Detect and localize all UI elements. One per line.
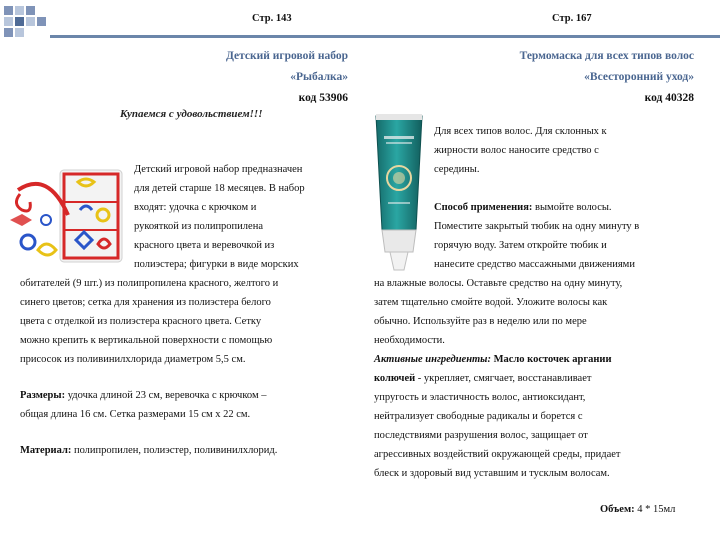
right-ingredients-line: нейтрализует свободные радикалы и борется с (374, 411, 583, 422)
corner-decoration (4, 6, 52, 46)
left-slogan: Купаемся с удовольствием!!! (120, 108, 263, 120)
fishing-set-image (8, 160, 132, 270)
left-sizes-line1 (20, 390, 266, 401)
right-intro-line: жирности волос наносите средство с (434, 145, 599, 156)
right-usage-line1 (434, 202, 612, 213)
material-text: полипропилен, полиэстер, поливинилхлорид. (71, 445, 278, 456)
left-sizes-line2: общая длина 16 см. Сетка размерами 15 см х 22 см. (20, 409, 251, 420)
hair-mask-tube-image (368, 110, 434, 278)
left-title-line1: Детский игровой набор (225, 50, 348, 62)
left-desc-line: Детский игровой набор предназначен (134, 164, 303, 175)
ingredients-rest: - укрепляет, смягчает, восстанавливает (415, 373, 592, 384)
volume-value: 4 * 15мл (634, 504, 676, 515)
right-intro-line: середины. (434, 164, 480, 175)
left-desc-line: синего цветов; сетка для хранения из полиэстера белого (20, 297, 271, 308)
left-product-code: код 53906 (298, 92, 348, 104)
right-ingredients-line: последствиями разрушения волос, защищает от (374, 430, 588, 441)
right-ingredients-line2 (374, 373, 591, 384)
left-desc-line: обитателей (9 шт.) из полипропилена красного, желтого и (20, 278, 279, 289)
right-title-line2: «Всесторонний уход» (584, 71, 694, 83)
left-desc-line: присосок из поливинилхлорида диаметром 5,5 см. (20, 354, 246, 365)
right-product-code: код 40328 (644, 92, 694, 104)
right-usage-line: Поместите закрытый тюбик на одну минуту в (434, 221, 640, 232)
right-usage-line: затем тщательно смойте водой. Уложите волосы как (374, 297, 608, 308)
right-usage-line: горячую воду. Затем откройте тюбик и (434, 240, 607, 251)
left-product-title (88, 46, 348, 109)
right-intro-line: Для всех типов волос. Для склонных к (434, 126, 607, 137)
left-desc-line: цвета с отделкой из полиэстера красного цвета. Сетку (20, 316, 262, 327)
left-page-number: Стр. 143 (252, 13, 292, 24)
ingredients-bold2: колючей (374, 373, 416, 384)
left-desc-line: рукояткой из полипропилена (134, 221, 263, 232)
left-material-line (20, 445, 277, 456)
left-desc-line: красного цвета и веревочкой из (134, 240, 275, 251)
sizes-label: Размеры: (20, 390, 66, 401)
right-ingredients-line1 (374, 354, 612, 365)
volume-label: Объем: (600, 504, 635, 515)
left-title-line2: «Рыбалка» (290, 71, 348, 83)
right-usage-line: необходимости. (374, 335, 445, 346)
right-ingredients-line: агрессивных воздействий окружающей среды, придает (374, 449, 621, 460)
left-desc-line: входят: удочка с крючком и (134, 202, 257, 213)
right-page-number: Стр. 167 (552, 13, 592, 24)
right-usage-line: обычно. Используйте раз в неделю или по мере (374, 316, 587, 327)
right-title-line1: Термомаска для всех типов волос (519, 50, 694, 62)
header-rule (50, 35, 720, 38)
sizes-text: удочка длиной 23 см, веревочка с крючком – (65, 390, 267, 401)
ingredients-label: Активные ингредиенты: (374, 354, 491, 365)
ingredients-bold: Масло косточек аргании (490, 354, 612, 365)
right-usage-line: нанесите средство массажными движениями (434, 259, 635, 270)
right-usage-line: на влажные волосы. Оставьте средство на одну минуту, (374, 278, 623, 289)
usage-first: вымойте волосы. (532, 202, 612, 213)
left-desc-line: для детей старше 18 месяцев. В набор (134, 183, 305, 194)
left-desc-line: полиэстера; фигурки в виде морских (134, 259, 299, 270)
material-label: Материал: (20, 445, 72, 456)
right-ingredients-line: упругость и эластичность волос, антиоксидант, (374, 392, 586, 403)
right-ingredients-line: блеск и здоровый вид уставшим и тусклым волосам. (374, 468, 610, 479)
left-desc-line: можно крепить к вертикальной поверхности с помощью (20, 335, 273, 346)
usage-label: Способ применения: (434, 202, 533, 213)
right-volume-line (600, 504, 675, 515)
right-product-title (394, 46, 694, 109)
